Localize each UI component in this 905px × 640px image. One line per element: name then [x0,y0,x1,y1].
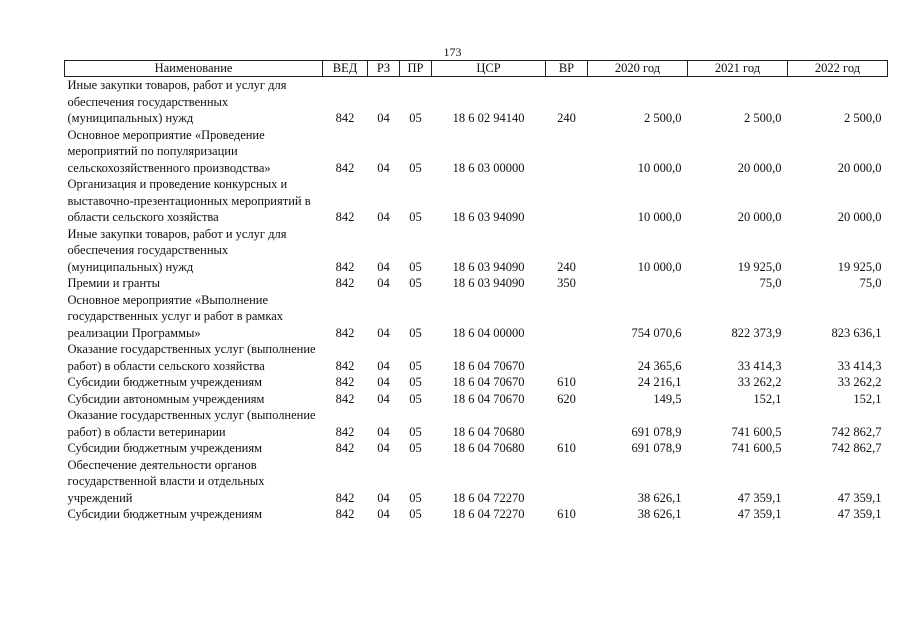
cell-name: Иные закупки товаров, работ и услуг для обеспечения государственных (муниципальных) нужд [67,78,287,125]
cell-name: Оказание государственных услуг (выполнение работ) в области ветеринарии [67,408,316,439]
cell-2020: 691 078,9 [631,424,682,439]
cell-2020: 24 365,6 [637,358,682,373]
table-row [65,457,888,507]
cell-name: Основное мероприятие «Выполнение государственных услуг и работ в рамках реализации Программы» [67,292,284,340]
cell-csr: 18 6 04 72270 [452,507,525,521]
cell-rz: 04 [377,375,390,389]
cell-pr: 05 [409,259,422,274]
cell-pr: 05 [409,160,422,175]
cell-vr: 350 [557,276,576,290]
cell-vr: 240 [557,259,576,274]
header-2021: 2021 год [688,61,788,77]
cell-2021: 33 262,2 [737,375,782,389]
cell-pr: 05 [409,391,422,406]
header-ved: ВЕД [323,61,368,77]
cell-2021: 822 373,9 [731,325,782,340]
cell-2022: 742 862,7 [831,441,882,455]
header-csr: ЦСР [432,61,546,77]
cell-vr [546,292,588,342]
table-row [65,374,888,391]
table-row [65,127,888,177]
cell-vr: 610 [557,441,576,455]
cell-csr: 18 6 04 70680 [452,441,525,455]
cell-ved: 842 [335,160,355,175]
table-row [65,440,888,457]
cell-vr: 610 [557,375,576,389]
cell-2021: 75,0 [759,276,782,290]
cell-vr [546,341,588,374]
cell-2021: 741 600,5 [731,441,782,455]
header-2020: 2020 год [588,61,688,77]
header-pr: ПР [400,61,432,77]
cell-2020: 10 000,0 [637,210,682,224]
table-row [65,506,888,523]
cell-name: Субсидии бюджетным учреждениям [67,507,263,521]
header-2022: 2022 год [788,61,888,77]
table-row [65,391,888,408]
cell-pr: 05 [409,375,422,389]
cell-2020: 38 626,1 [637,507,682,521]
cell-2021: 20 000,0 [737,160,782,175]
cell-ved: 842 [335,391,355,406]
cell-2021: 20 000,0 [737,210,782,224]
table-row [65,292,888,342]
table-row [65,341,888,374]
cell-2020: 38 626,1 [637,490,682,505]
cell-rz: 04 [377,160,390,175]
table-row [65,176,888,226]
table-row [65,407,888,440]
cell-csr: 18 6 04 70670 [452,391,525,406]
budget-table [64,60,888,523]
cell-ved: 842 [335,111,355,125]
cell-csr: 18 6 04 00000 [452,325,525,340]
cell-2022: 33 262,2 [837,375,882,389]
cell-2022: 20 000,0 [837,160,882,175]
cell-2021: 47 359,1 [737,490,782,505]
cell-pr: 05 [409,358,422,373]
cell-ved: 842 [335,325,355,340]
cell-vr [546,407,588,440]
cell-2020: 149,5 [653,391,682,406]
cell-2020: 10 000,0 [637,160,682,175]
cell-vr [546,176,588,226]
cell-pr: 05 [409,210,422,224]
cell-ved: 842 [335,490,355,505]
cell-pr: 05 [409,111,422,125]
cell-csr: 18 6 03 94090 [452,210,525,224]
header-rz: РЗ [368,61,400,77]
cell-vr [546,457,588,507]
cell-2021: 2 500,0 [744,111,782,125]
cell-csr: 18 6 04 70670 [452,375,525,389]
cell-pr: 05 [409,424,422,439]
cell-csr: 18 6 04 72270 [452,490,525,505]
cell-name: Субсидии бюджетным учреждениям [67,375,263,389]
cell-2021: 33 414,3 [737,358,782,373]
cell-2022: 823 636,1 [831,325,882,340]
cell-vr: 610 [557,507,576,521]
cell-ved: 842 [335,276,355,290]
cell-2020: 24 216,1 [637,375,682,389]
cell-2020: 691 078,9 [631,441,682,455]
cell-rz: 04 [377,424,390,439]
cell-2022: 75,0 [859,276,882,290]
cell-csr: 18 6 03 94090 [452,276,525,290]
cell-2020: 10 000,0 [637,259,682,274]
cell-rz: 04 [377,358,390,373]
cell-pr: 05 [409,276,422,290]
cell-rz: 04 [377,507,390,521]
cell-rz: 04 [377,490,390,505]
cell-name: Субсидии автономным учреждениям [67,391,265,406]
table-row [65,275,888,292]
cell-2021: 47 359,1 [737,507,782,521]
cell-2020: 754 070,6 [631,325,682,340]
table-row [65,77,888,127]
table-row [65,226,888,276]
cell-rz: 04 [377,391,390,406]
cell-vr: 240 [557,111,576,125]
cell-csr: 18 6 04 70680 [452,424,525,439]
cell-ved: 842 [335,507,355,521]
cell-name: Оказание государственных услуг (выполнение работ) в области сельского хозяйства [67,342,316,373]
cell-2022: 33 414,3 [837,358,882,373]
cell-2020: 2 500,0 [644,111,682,125]
header-name: Наименование [65,61,323,77]
page-number: 173 [443,45,462,59]
cell-pr: 05 [409,490,422,505]
cell-2021: 19 925,0 [737,259,782,274]
table-header-row [65,61,888,77]
cell-ved: 842 [335,210,355,224]
cell-pr: 05 [409,441,422,455]
cell-pr: 05 [409,507,422,521]
cell-csr: 18 6 03 00000 [452,160,525,175]
cell-2022: 47 359,1 [837,490,882,505]
cell-rz: 04 [377,210,390,224]
cell-2022: 2 500,0 [844,111,882,125]
cell-pr: 05 [409,325,422,340]
cell-csr: 18 6 04 70670 [452,358,525,373]
cell-ved: 842 [335,424,355,439]
cell-rz: 04 [377,276,390,290]
cell-ved: 842 [335,259,355,274]
cell-2021: 152,1 [753,391,782,406]
cell-2022: 47 359,1 [837,507,882,521]
cell-name: Премии и гранты [67,276,161,290]
cell-2020 [588,275,688,292]
cell-2022: 19 925,0 [837,259,882,274]
cell-rz: 04 [377,259,390,274]
header-vr: ВР [546,61,588,77]
cell-name: Иные закупки товаров, работ и услуг для обеспечения государственных (муниципальных) нужд [67,226,287,274]
table-body [65,77,888,523]
cell-2022: 20 000,0 [837,210,882,224]
cell-2022: 742 862,7 [831,424,882,439]
cell-csr: 18 6 03 94090 [452,259,525,274]
cell-name: Основное мероприятие «Проведение мероприятий по популяризации сельскохозяйственного производства» [67,127,271,175]
cell-ved: 842 [335,441,355,455]
cell-rz: 04 [377,111,390,125]
cell-vr [546,127,588,177]
cell-vr: 620 [557,391,576,406]
cell-name: Обеспечение деятельности органов государственной власти и отдельных учреждений [67,457,265,505]
cell-2021: 741 600,5 [731,424,782,439]
cell-csr: 18 6 02 94140 [452,111,525,125]
cell-rz: 04 [377,325,390,340]
cell-name: Субсидии бюджетным учреждениям [67,441,263,455]
cell-2022: 152,1 [853,391,882,406]
cell-ved: 842 [335,375,355,389]
cell-ved: 842 [335,358,355,373]
cell-rz: 04 [377,441,390,455]
cell-name: Организация и проведение конкурсных и выставочно-презентационных мероприятий в области сельского хозяйства [67,177,311,224]
